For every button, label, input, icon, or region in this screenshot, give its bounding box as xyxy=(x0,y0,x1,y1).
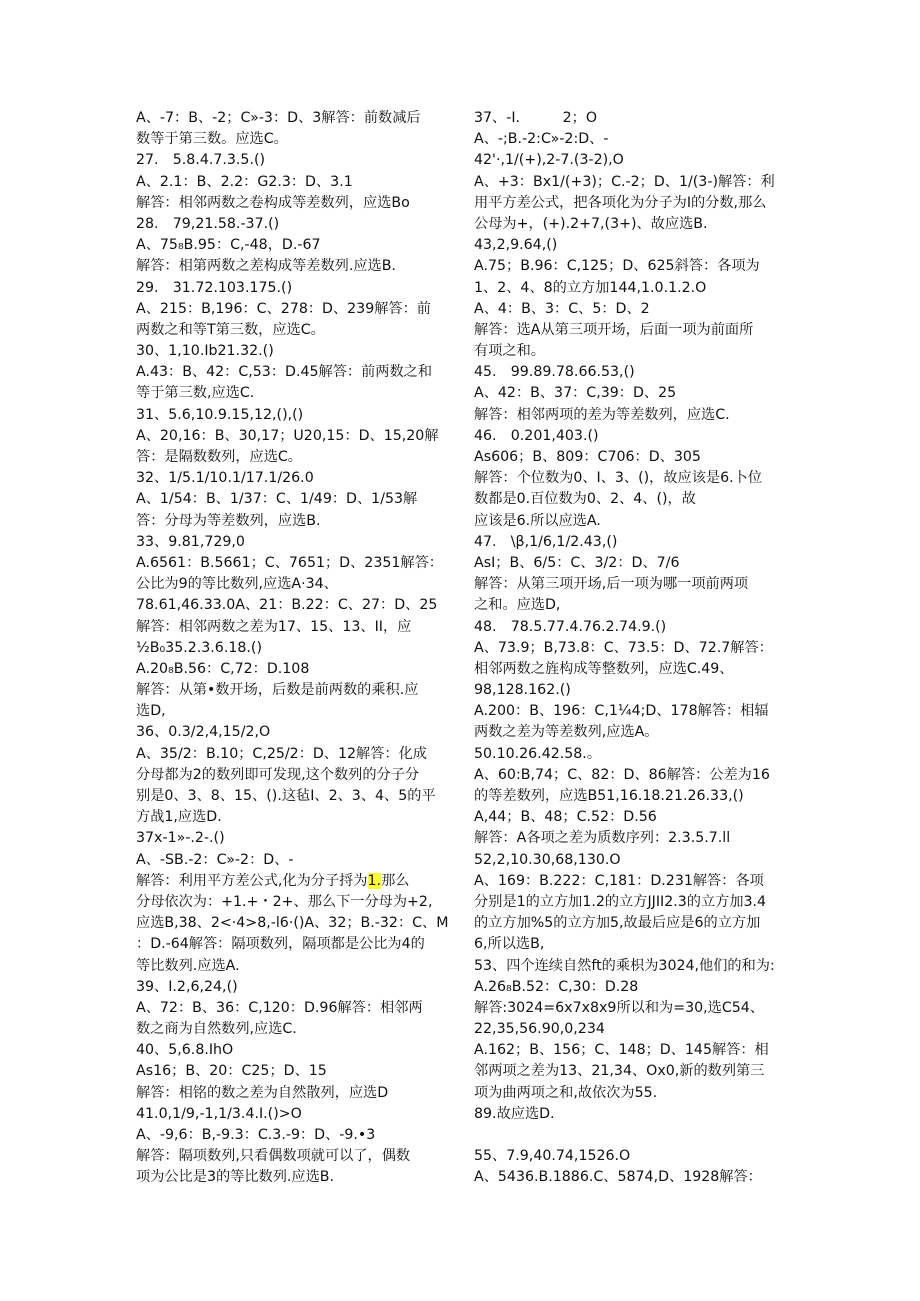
text-line: A、75₈B.95：C,-48，D.-67 xyxy=(136,237,321,254)
text-line: A、73.9；B,73.8：C、73.5：D、72.7解答： xyxy=(474,639,773,656)
text-line: A、72：B、36：C,120：D.96解答：相邻两 xyxy=(136,999,423,1016)
text-line: A、+3：Bx1/(+3)；C.-2；D、1/(3-)解答：利 xyxy=(474,173,775,190)
text-line: 解答：选A从第三项开场，后面一项为前面所 xyxy=(474,321,754,338)
text-line: 项为公比是3的等比数列.应选B. xyxy=(136,1169,335,1186)
text-line: 36、0.3/2,4,15/2,O xyxy=(136,724,271,741)
text-line: A.75；B.96：C,125；D、625斜答：各项为 xyxy=(474,258,760,275)
text-line: A、35/2：B.10；C,25/2：D、12解答：化成 xyxy=(136,745,427,762)
text-line: A.20₈B.56：C,72：D.108 xyxy=(136,660,310,677)
text-line: A、-SB.-2：C»-2：D、- xyxy=(136,851,294,868)
text-line: 39、I.2,6,24,() xyxy=(136,978,238,995)
text-line: 之和。应选D, xyxy=(474,597,561,614)
text-line: A、2.1：B、2.2：G2.3：D、3.1 xyxy=(136,173,353,190)
text-line: 55、7.9,40.74,1526.O xyxy=(474,1148,631,1165)
text-line: 两数之差为等差数列,应选A。 xyxy=(474,724,659,741)
text-line: A.6561：B.5661；C、7651；D、2351解答： xyxy=(136,554,443,571)
text-line: 解答：个位数为0、I、3、()，故应该是6.卜位 xyxy=(474,470,763,487)
text-line: 等比数列.应选A. xyxy=(136,957,240,974)
text-line: 应该是6.所以应选A. xyxy=(474,512,601,529)
text-line: 分别是1的立方加1.2的立方JJII2.3的立方加3.4 xyxy=(474,893,767,910)
text-line: A.200：B、196：C,1¼4;D、178解答：相辐 xyxy=(474,703,769,720)
text-line: 别是0、3、8、15、().这毡I、2、3、4、5的平 xyxy=(136,788,436,804)
text-line: 78.61,46.33.0A、21：B.22：C、27：D、25 xyxy=(136,597,438,614)
text-line: 解答：相铭的数之差为自然散列，应选D xyxy=(136,1084,389,1101)
text-line: 98,128.162.() xyxy=(474,682,571,699)
text-line: 40、5,6.8.IhO xyxy=(136,1042,234,1059)
text-segment: 那么 xyxy=(381,872,410,889)
text-line: 50.10.26.42.58.。 xyxy=(474,745,602,762)
text-line: 的立方加%5的立方加5,故最后应是6的立方加 xyxy=(474,915,761,932)
text-line: A、4：B、3：C、5：D、2 xyxy=(474,300,650,317)
text-line: 37x-1»-.2-.() xyxy=(136,830,225,847)
text-line: A、215：B,196：C、278：D、239解答：前 xyxy=(136,300,431,317)
text-line: 33、9.81,729,0 xyxy=(136,533,245,550)
text-line: 43,2,9.64,() xyxy=(474,237,558,254)
text-line: 方战1,应选D. xyxy=(136,809,222,826)
text-line: A、60:B,74；C、82：D、86解答：公差为16 xyxy=(474,766,770,783)
text-line: 30、1,10.Ib21.32.() xyxy=(136,343,274,360)
text-line: 42'·,1/(+),2-7.(3-2),O xyxy=(474,152,624,169)
text-line: 用平方差公式，把各项化为分子为I的分数,那么 xyxy=(474,194,767,211)
text-line: 分母都为2的数列即可发现,这个数列的分子分 xyxy=(136,766,420,783)
text-line: 41.0,1/9,-1,1/3.4.I.()>O xyxy=(136,1105,302,1122)
text-line: 数都是0.百位数为0、2、4、()，故 xyxy=(474,491,696,508)
text-line: ：D.-64解答：隔项数列，隔项都是公比为4的 xyxy=(136,936,425,953)
text-line: 29. 31.72.103.175.() xyxy=(136,279,293,296)
text-line: 1、2、4、8的立方加144,1.0.1.2.O xyxy=(474,279,707,296)
text-line: 项为曲两项之和,故依次为55. xyxy=(474,1084,658,1101)
text-line: 89.故应选D. xyxy=(474,1105,555,1122)
text-line: 应选B,38、2<·4>8,-l6·()A、32；B.-32：C、M xyxy=(136,915,449,932)
text-line: ½B₀35.2.3.6.18.() xyxy=(136,639,262,656)
text-line: 32、1/5.1/10.1/17.1/26.0 xyxy=(136,470,314,487)
text-line: A.162；B、156；C、148；D、145解答：相 xyxy=(474,1042,769,1059)
text-line: 分母依次为：+1.+・2+、那么下一分母为+2, xyxy=(136,893,433,910)
left-column xyxy=(136,108,452,1189)
text-line: 45. 99.89.78.66.53,() xyxy=(474,364,635,381)
text-segment: 解答：利用平方差公式,化为分子捋为 xyxy=(136,872,368,889)
text-line: 有项之和。 xyxy=(474,343,545,360)
text-line: 解答：相邻两项的差为等差数列，应选C. xyxy=(474,406,730,423)
text-line: 52,2,10.30,68,130.O xyxy=(474,851,621,868)
text-line: A、5436.B.1886.C、5874,D、1928解答： xyxy=(474,1169,762,1186)
text-line: A、169：B.222：C,181：D.231解答：各项 xyxy=(474,872,764,889)
text-line: A,44；B、48；C.52：D.56 xyxy=(474,809,657,826)
text-line: A、42：B、37：C,39：D、25 xyxy=(474,385,677,402)
text-line: 选D, xyxy=(136,703,166,720)
text-line: 解答：A各项之差为质数序列：2.3.5.7.ll xyxy=(474,830,731,847)
text-line: 答：是隔数数列，应选C。 xyxy=(136,449,302,465)
text-line: 解答：相第两数之差构成等差数列.应选B. xyxy=(136,258,396,275)
text-line: 公母为+，(+).2+7,(3+)、故应选B. xyxy=(474,215,708,232)
text-line: AsI；B、6/5：C、3/2：D、7/6 xyxy=(474,554,680,571)
text-line: 解答：从第三项开场,后一项为哪一项前两项 xyxy=(474,576,749,593)
text-line: As606；B、809：C706：D、305 xyxy=(474,449,701,465)
text-line: 解答：从第•数开场，后数是前两数的乘积.应 xyxy=(136,682,419,699)
text-line: 等于第三数,应选C. xyxy=(136,385,255,402)
text-line: As16；B、20：C25；D、15 xyxy=(136,1063,327,1080)
text-line: A.43：B、42：C,53：D.45解答：前两数之和 xyxy=(136,364,433,381)
text-line: 6,所以选B, xyxy=(474,936,545,953)
text-line: A.26₈B.52：C,30：D.28 xyxy=(474,978,639,995)
text-line: 解答：相邻两数之差为17、15、13、II，应 xyxy=(136,618,412,635)
text-line: 两数之和等T第三数，应选C。 xyxy=(136,321,325,338)
text-line: 公比为9的等比数列,应选A·34、 xyxy=(136,576,338,593)
text-line: 46. 0.201,403.() xyxy=(474,427,599,444)
text-line xyxy=(474,1125,786,1146)
text-line: 47. \β,1/6,1/2.43,() xyxy=(474,533,618,550)
text-line: 数之商为自然数列,应选C. xyxy=(136,1021,297,1038)
text-line: 解答:3024=6x7x8x9所以和为=30,选C54、 xyxy=(474,999,764,1016)
text-line: 的等差数列，应选B51,16.18.21.26.33,() xyxy=(474,788,744,804)
text-line: A、-;B.-2:C»-2:D、- xyxy=(474,131,609,148)
text-line: A、20,16：B、30,17；U20,15：D、15,20解 xyxy=(136,427,439,444)
text-line: 53、四个连续自然ft的乘枳为3024,他们的和为: xyxy=(474,957,775,974)
text-line: 48. 78.5.77.4.76.2.74.9.() xyxy=(474,618,667,635)
text-line: 数等于第三数。应选C。 xyxy=(136,131,288,148)
text-line: A、-7：B、-2；C»-3：D、3解答：前数减后 xyxy=(136,110,421,126)
text-line xyxy=(136,871,452,892)
right-column xyxy=(474,108,786,1189)
highlighted-text: 1. xyxy=(367,872,382,889)
text-line: A、-9,6：B,-9.3：C.3.-9：D、-9.•3 xyxy=(136,1127,376,1143)
text-line: 37、-I. 2；O xyxy=(474,110,597,126)
text-line: 相邻两数之旌构成等整数列，应选C.49、 xyxy=(474,660,734,677)
text-line: 解答：隔项数列,只看偶数项就可以了，偶数 xyxy=(136,1148,411,1165)
text-line: 邻两项之差为13、21,34、Ox0,新的数列第三 xyxy=(474,1063,765,1080)
text-line: 27. 5.8.4.7.3.5.() xyxy=(136,152,266,169)
text-line: 答：分母为等差数列，应选B. xyxy=(136,512,321,529)
text-line: 31、5.6,10.9.15,12,(),() xyxy=(136,406,304,423)
text-line: A、1/54：B、1/37：C、1/49：D、1/53解 xyxy=(136,491,418,508)
text-line: 28. 79,21.58.-37.() xyxy=(136,215,280,232)
text-line: 22,35,56.90,0,234 xyxy=(474,1021,605,1038)
text-line: 解答：相邻两数之卷构成等差数列，应选Bo xyxy=(136,194,410,211)
